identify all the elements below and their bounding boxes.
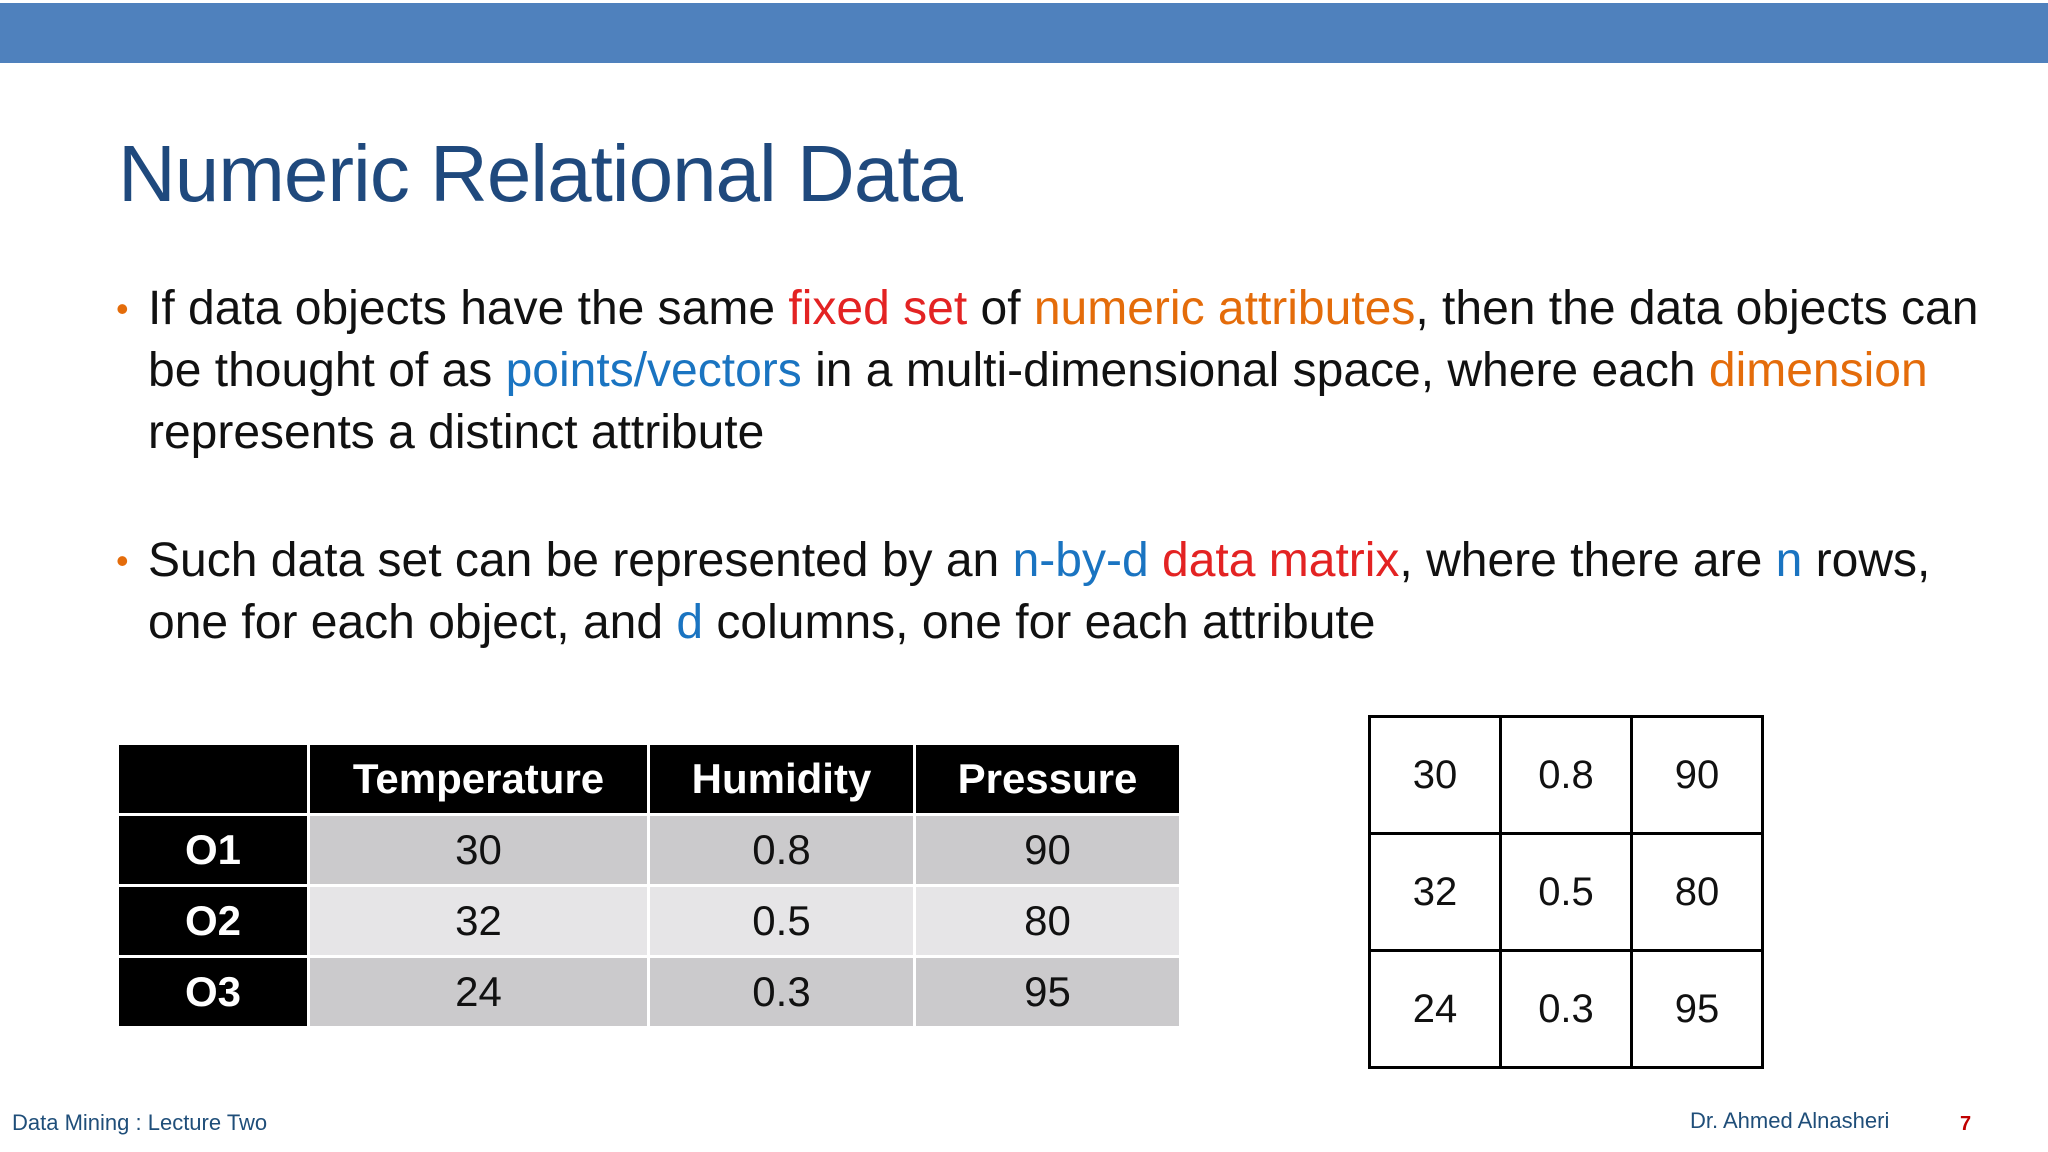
table-cell: 0.8 bbox=[650, 816, 913, 884]
matrix-cell: 0.5 bbox=[1501, 834, 1632, 951]
text-segment: rows, one for each object, and bbox=[148, 534, 1931, 649]
highlight-numeric-attributes: numeric attributes bbox=[1033, 282, 1416, 335]
attribute-table bbox=[116, 742, 1182, 1029]
matrix-row bbox=[1370, 951, 1763, 1068]
data-matrix bbox=[1368, 715, 1764, 1069]
column-header-pressure: Pressure bbox=[916, 745, 1179, 813]
text-segment bbox=[1149, 534, 1162, 587]
table-cell: 24 bbox=[310, 958, 647, 1026]
table-cell: 0.5 bbox=[650, 887, 913, 955]
table-corner-cell bbox=[119, 745, 307, 813]
matrix-cell: 24 bbox=[1370, 951, 1501, 1068]
bullet-1-text bbox=[148, 282, 1978, 459]
slide-title: Numeric Relational Data bbox=[118, 129, 963, 218]
text-segment: , then the data objects can be thought of as bbox=[148, 282, 1979, 397]
highlight-points-vectors: points/vectors bbox=[505, 344, 802, 397]
table-cell: 80 bbox=[916, 887, 1179, 955]
matrix-cell: 0.8 bbox=[1501, 717, 1632, 834]
row-header-o3: O3 bbox=[119, 958, 307, 1026]
matrix-row bbox=[1370, 834, 1763, 951]
page-number: 7 bbox=[1960, 1113, 1972, 1135]
column-header-humidity: Humidity bbox=[650, 745, 913, 813]
table-row bbox=[119, 958, 1179, 1026]
table-row bbox=[119, 887, 1179, 955]
table-cell: 32 bbox=[310, 887, 647, 955]
bullet-dot-icon: • bbox=[116, 288, 129, 329]
row-header-o1: O1 bbox=[119, 816, 307, 884]
text-segment: in a multi-dimensional space, where each bbox=[801, 344, 1709, 397]
matrix-cell: 90 bbox=[1632, 717, 1763, 834]
header-bar bbox=[0, 3, 2048, 63]
table-cell: 90 bbox=[916, 816, 1179, 884]
matrix-cell: 80 bbox=[1632, 834, 1763, 951]
footer-author: Dr. Ahmed Alnasheri bbox=[1690, 1108, 1890, 1133]
highlight-n-by-d: n-by-d bbox=[1012, 534, 1149, 587]
table-cell: 30 bbox=[310, 816, 647, 884]
highlight-d: d bbox=[676, 596, 704, 649]
text-segment: Such data set can be represented by an bbox=[148, 534, 1013, 587]
text-segment: If data objects have the same bbox=[148, 282, 789, 335]
column-header-temperature: Temperature bbox=[310, 745, 647, 813]
highlight-fixed-set: fixed set bbox=[788, 282, 968, 335]
matrix-cell: 0.3 bbox=[1501, 951, 1632, 1068]
table-cell: 0.3 bbox=[650, 958, 913, 1026]
matrix-cell: 95 bbox=[1632, 951, 1763, 1068]
bullet-1 bbox=[116, 278, 2008, 464]
table-row bbox=[119, 816, 1179, 884]
bullet-2 bbox=[116, 530, 2008, 654]
matrix-cell: 32 bbox=[1370, 834, 1501, 951]
text-segment: of bbox=[967, 282, 1034, 335]
bullet-2-text bbox=[148, 534, 1930, 649]
table-header-row bbox=[119, 745, 1179, 813]
highlight-data-matrix: data matrix bbox=[1162, 534, 1400, 587]
footer-course: Data Mining : Lecture Two bbox=[12, 1110, 268, 1135]
bullet-dot-icon: • bbox=[116, 540, 129, 581]
row-header-o2: O2 bbox=[119, 887, 307, 955]
table-cell: 95 bbox=[916, 958, 1179, 1026]
text-segment: , where there are bbox=[1399, 534, 1776, 587]
text-segment: columns, one for each attribute bbox=[703, 596, 1376, 649]
matrix-row bbox=[1370, 717, 1763, 834]
highlight-dimension: dimension bbox=[1708, 344, 1928, 397]
matrix-cell: 30 bbox=[1370, 717, 1501, 834]
text-segment: represents a distinct attribute bbox=[148, 406, 765, 459]
highlight-n: n bbox=[1775, 534, 1803, 587]
